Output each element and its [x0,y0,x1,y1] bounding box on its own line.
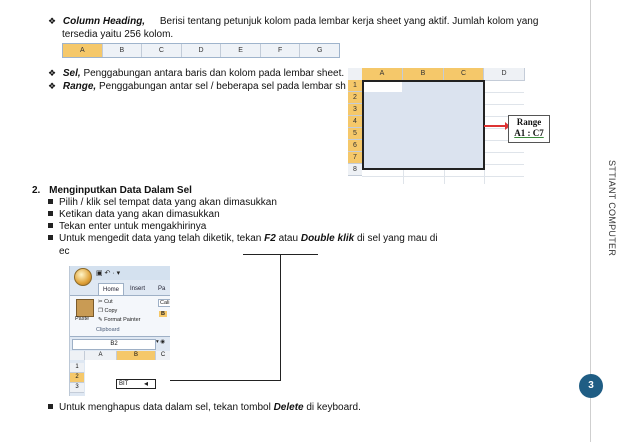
row-header: 5 [348,128,362,140]
active-cell [364,82,402,92]
tab-page[interactable]: Pa [158,286,166,292]
format-painter-button[interactable]: ✎ Format Painter [98,317,141,323]
list-item-edit [48,232,448,245]
key-double-click: Double klik [300,233,355,244]
selected-range [362,80,485,170]
key-delete: Delete [273,402,304,413]
bullet-range [48,80,346,93]
item-text: Untuk menghapus data dalam sel, tekan tombol [59,402,271,413]
row-header: 1 [348,80,362,92]
item-text: Untuk mengedit data yang telah diketik, tekan [59,233,262,244]
row-header: 3 [348,104,362,116]
arrow-left-icon: ◂ [144,379,149,388]
bold-button[interactable]: B [161,311,165,317]
key-f2: F2 [264,233,276,244]
column-header: B [403,68,444,81]
item-text: Tekan enter untuk mengakhirinya [59,221,207,232]
active-cell-editing[interactable] [116,379,156,389]
diamond-bullet-icon: ❖ [48,68,57,78]
row-header: 3 [70,383,84,393]
range-ref: A1 : C7 [514,128,544,138]
item-text: atau [278,233,299,244]
clipboard-group-label: Clipboard [96,327,120,333]
font-name-box[interactable]: Cali [160,300,170,306]
arrow-right-icon [484,125,506,127]
definition-cont: tersedia yaitu 256 kolom. [62,29,174,40]
column-header: A [85,351,117,360]
tab-home[interactable]: Home [98,283,124,296]
column-header: B [117,351,156,360]
term: Column Heading, [62,16,146,27]
row-header: 2 [348,92,362,104]
column-header: C [142,44,182,57]
range-title: Range [516,117,542,127]
diamond-bullet-icon: ❖ [48,16,57,26]
copy-button[interactable]: ❐ Copy [98,308,118,314]
corner-cell [70,351,85,360]
row-header: 1 [70,363,84,373]
name-box[interactable]: B2 [72,339,156,350]
column-header: B [103,44,143,57]
item-text-cont: ec [59,246,70,257]
column-heading-strip [62,43,340,58]
definition: Berisi tentang petunjuk kolom pada lembar kerja sheet yang aktif. Jumlah kolom yang [159,16,539,27]
connector-line [280,254,281,380]
item-text: Pilih / klik sel tempat data yang akan dimasukkan [59,197,277,208]
cut-icon: ✂ [98,299,105,305]
column-header: A [362,68,403,81]
copy-icon: ❐ [98,308,105,314]
row-header: 8 [348,164,362,176]
column-header: E [221,44,261,57]
paste-label: Paste [75,316,90,322]
tab-insert[interactable]: Insert [130,286,146,292]
column-header: F [261,44,301,57]
excel-screenshot [69,266,170,396]
cell-area [85,360,170,396]
row-header: 4 [348,116,362,128]
item-text: di sel yang mau di [356,233,438,244]
section-title: Menginputkan Data Dalam Sel [49,185,192,196]
cut-button[interactable]: ✂ Cut [98,299,113,305]
range-label-box [508,115,550,143]
list-item-delete [48,401,361,414]
row-header: 7 [348,152,362,164]
column-header: A [63,44,103,57]
item-text: di keyboard. [306,402,361,413]
column-header: G [317,47,323,54]
column-header: D [484,68,525,81]
column-header: D [182,44,222,57]
term: Range, [62,81,97,92]
page-number-badge: 3 [579,374,603,398]
bullet-sel [48,67,344,80]
column-header: C [156,351,170,360]
quick-access-icons: ▣ ↶ · ▾ [96,270,121,277]
row-header: 6 [348,140,362,152]
column-header: C [444,68,484,81]
item-text: Ketikan data yang akan dimasukkan [59,209,220,220]
bullet-column-heading [48,15,558,28]
dropdown-icon[interactable]: ▾ ◉ [156,339,166,345]
paste-icon[interactable] [76,299,94,317]
sidebar-author: STTIANT COMPUTER [607,160,617,257]
term: Sel, [62,68,81,79]
cell-value: BIT [119,381,129,387]
definition: Penggabungan antar sel / beberapa sel pada lembar sh [98,81,346,92]
diamond-bullet-icon: ❖ [48,81,57,91]
row-header: 2 [70,373,84,383]
definition: Penggabungan antara baris dan kolom pada lembar sheet. [83,68,345,79]
brush-icon: ✎ [98,317,105,323]
section-number: 2. [32,185,41,196]
